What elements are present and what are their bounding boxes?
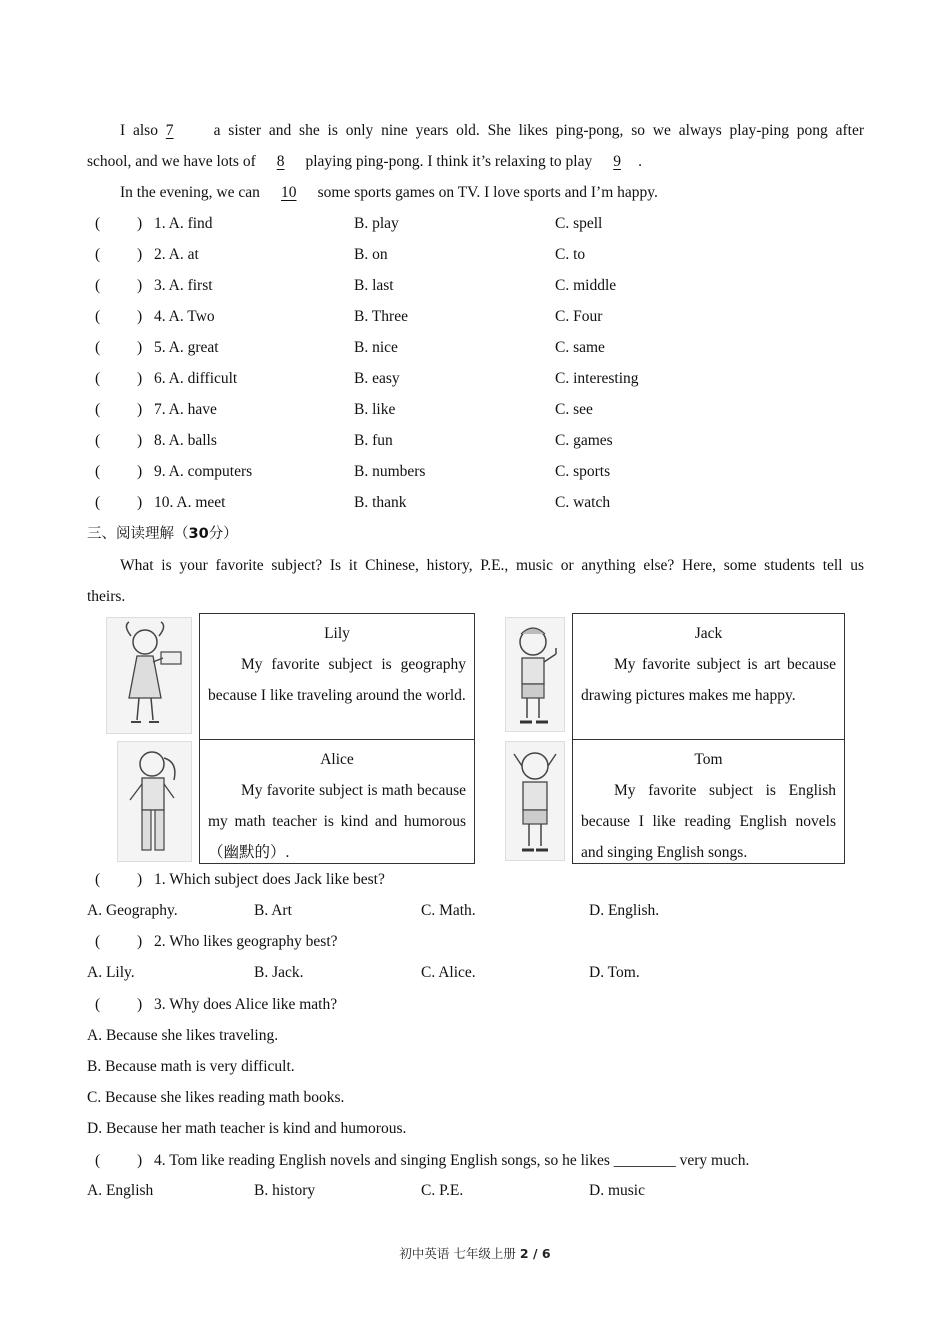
card-alice [199,739,475,864]
blank-7: 7 [165,122,174,139]
card-name: Lily [324,625,350,642]
girl-with-ponytail-icon [118,742,191,861]
card-name: Jack [694,625,723,642]
card-text: My favorite subject is art because drawing pictures makes me happy. [581,656,836,704]
question-3-option-c: C. Because she likes reading math books. [87,1089,345,1106]
question-2: ( ) 2. Who likes geography best? [95,933,338,950]
reading-intro-cont: theirs. [87,588,126,605]
cloze-item: ( ) 10. A. meet B. thank C. watch [95,494,611,511]
section-title: 三、阅读理解（30分） [87,526,238,542]
cloze-item: ( ) 3. A. first B. last C. middle [95,277,617,294]
footer-subject: 初中英语 七年级上册 [399,1246,516,1261]
question-3-option-b: B. Because math is very difficult. [87,1058,295,1075]
page-number: 2 / 6 [519,1246,551,1261]
question-3: ( ) 3. Why does Alice like math? [95,996,338,1013]
card-name: Tom [694,751,723,768]
blank-9: 9 [613,153,621,170]
girl-with-cake-icon [107,618,191,733]
question-3-option-a: A. Because she likes traveling. [87,1027,279,1044]
lily-illustration [106,617,192,734]
cloze-item: ( ) 1. A. find B. play C. spell [95,215,603,232]
jack-illustration [505,617,565,732]
boy-thumbs-up-icon [506,618,564,731]
passage-line-3: In the evening, we can 10 some sports games on TV. I love sports and I’m happy. [87,177,864,208]
question-3-option-d: D. Because her math teacher is kind and humorous. [87,1120,407,1137]
cloze-item: ( ) 6. A. difficult B. easy C. interesting [95,370,639,387]
passage-line-2: school, and we have lots of 8 playing ping-pong. I think it’s relaxing to play 9 . [87,146,864,177]
question-4-options: A. English B. history C. P.E. D. music [87,1182,645,1199]
cloze-item: ( ) 7. A. have B. like C. see [95,401,593,418]
blank-8: 8 [276,153,285,170]
boy-hands-on-head-icon [506,742,564,860]
passage-line-1: I also 7 a sister and she is only nine years old. She likes ping-pong, so we always play-ping pong after [87,115,864,146]
cloze-item: ( ) 2. A. at B. on C. to [95,246,586,263]
card-name: Alice [320,751,354,768]
blank-10: 10 [281,184,297,201]
card-lily [199,613,475,740]
card-text: My favorite subject is math because my math teacher is kind and humorous（幽默的）. [208,782,466,861]
question-1: ( ) 1. Which subject does Jack like best? [95,871,385,888]
card-jack [572,613,845,740]
card-tom [572,739,845,864]
cloze-item: ( ) 8. A. balls B. fun C. games [95,432,613,449]
question-4: ( ) 4. Tom like reading English novels and singing English songs, so he likes ________ very much. [95,1152,750,1169]
cloze-item: ( ) 4. A. Two B. Three C. Four [95,308,603,325]
reading-intro: What is your favorite subject? Is it Chinese, history, P.E., music or anything else? Here, some students tell us [120,557,864,574]
cloze-item: ( ) 5. A. great B. nice C. same [95,339,605,356]
page-footer [0,1244,950,1262]
cloze-item: ( ) 9. A. computers B. numbers C. sports [95,463,611,480]
tom-illustration [505,741,565,861]
alice-illustration [117,741,192,862]
question-2-options: A. Lily. B. Jack. C. Alice. D. Tom. [87,964,640,981]
card-text: My favorite subject is English because I like reading English novels and singing English songs. [581,782,836,861]
question-1-options: A. Geography. B. Art C. Math. D. English. [87,902,660,919]
card-text: My favorite subject is geography because I like traveling around the world. [208,656,466,704]
